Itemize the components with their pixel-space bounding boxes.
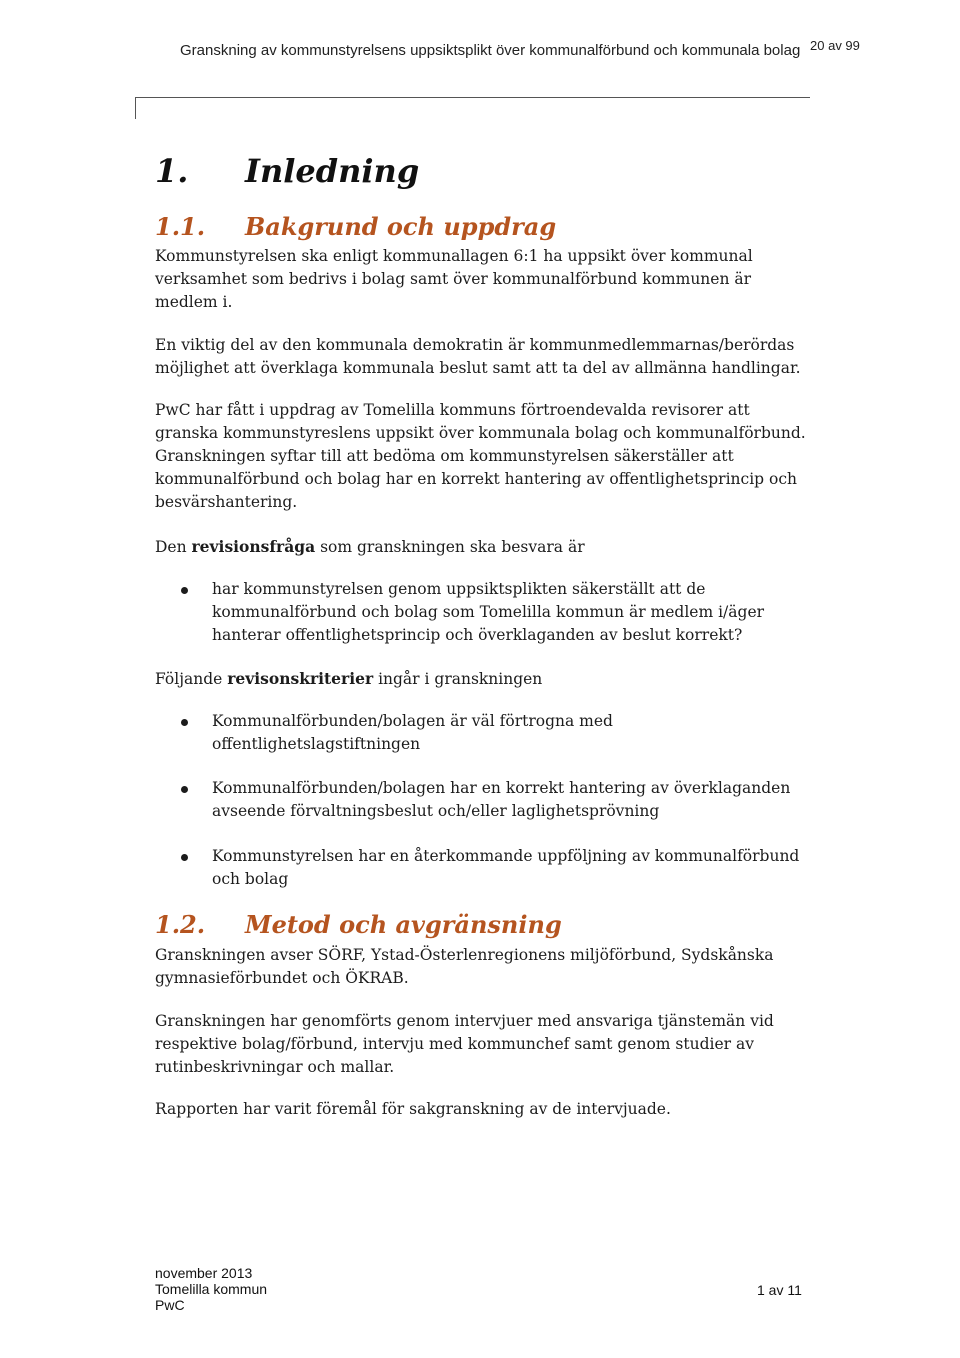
subsection-number: 1.1. bbox=[155, 212, 206, 241]
subsection-title: Metod och avgränsning bbox=[245, 910, 562, 939]
paragraph-kriterier-intro bbox=[155, 667, 815, 691]
header-page-number: 20 bbox=[810, 38, 825, 53]
footer-date: november 2013 bbox=[155, 1265, 253, 1281]
header-page-of: av 99 bbox=[828, 38, 860, 53]
text-bold-kriterier: revisonskriterier bbox=[227, 669, 374, 688]
paragraph-revisionsfraga-intro bbox=[155, 535, 815, 559]
paragraph-sakgranskning: Rapporten har varit föremål för sakgranskning av de intervjuade. bbox=[155, 1100, 671, 1118]
bullet-revisionsfraga: har kommunstyrelsen genom uppsiktsplikten säkerställt att de kommunalförbund och bolag som Tomelilla kommun är medlem i/äger hanterar offentlighetsprincip och överklaganden av beslut korrekt? bbox=[212, 580, 765, 644]
document-header-title: Granskning av kommunstyrelsens uppsiktsplikt över kommunalförbund och kommunala bolag bbox=[180, 42, 801, 59]
footer-municipality: Tomelilla kommun bbox=[155, 1281, 268, 1297]
text-pre: Följande bbox=[155, 670, 228, 688]
paragraph-demokrati: En viktig del av den kommunala demokratin är kommunmedlemmarnas/berördas möjlighet att överklaga kommunala beslut samt att ta del av allmänna handlingar. bbox=[155, 336, 801, 377]
text-post: ingår i granskningen bbox=[373, 670, 543, 688]
section-heading-1-2 bbox=[155, 910, 562, 939]
section-title: Inledning bbox=[245, 152, 420, 190]
footer-author: PwC bbox=[155, 1297, 185, 1313]
bullet-kriterium-2: Kommunalförbunden/bolagen har en korrekt hantering av överklaganden avseende förvaltningsbeslut och/eller laglighetsprövning bbox=[212, 779, 791, 820]
subsection-number: 1.2. bbox=[155, 910, 206, 939]
paragraph-metod-omfattning: Granskningen avser SÖRF, Ystad-Österlenregionens miljöförbund, Sydskånska gymnasieförbundet och ÖKRAB. bbox=[155, 946, 774, 987]
text-post: som granskningen ska besvara är bbox=[315, 538, 585, 556]
paragraph-bakgrund: Kommunstyrelsen ska enligt kommunallagen 6:1 ha uppsikt över kommunal verksamhet som bedrivs i bolag samt över kommunalförbund kommunen är medlem i. bbox=[155, 247, 753, 311]
text-bold-revisionsfraga: revisionsfråga bbox=[191, 537, 316, 556]
bullet-dot bbox=[181, 786, 188, 793]
bullet-kriterium-1: Kommunalförbunden/bolagen är väl förtrogna med offentlighetslagstiftningen bbox=[212, 712, 613, 753]
text-pre: Den bbox=[155, 538, 192, 556]
section-heading-1-1 bbox=[155, 212, 556, 241]
document-footer bbox=[155, 1265, 267, 1313]
paragraph-uppdrag: PwC har fått i uppdrag av Tomelilla kommuns förtroendevalda revisorer att granska kommunstyreslens uppsikt över kommunala bolag och kommunalförbund. Granskningen syftar till att bedöma om kommunstyrelsen säkerställer att kommunalförbund och bolag har en korrekt hantering av offentlighetsprincip och besvärshantering. bbox=[155, 401, 806, 511]
paragraph-metod-genomforande: Granskningen har genomförts genom intervjuer med ansvariga tjänstemän vid respektive bolag/förbund, intervju med kommunchef samt genom studier av rutinbeskrivningar och mallar. bbox=[155, 1012, 774, 1076]
section-heading-1 bbox=[155, 152, 419, 190]
subsection-title: Bakgrund och uppdrag bbox=[245, 212, 557, 241]
bullet-dot bbox=[181, 587, 188, 594]
bullet-dot bbox=[181, 719, 188, 726]
footer-page-number: 1 av 11 bbox=[757, 1282, 802, 1298]
header-rule-tick bbox=[135, 97, 136, 119]
header-rule bbox=[135, 97, 810, 98]
bullet-dot bbox=[181, 854, 188, 861]
bullet-kriterium-3: Kommunstyrelsen har en återkommande uppföljning av kommunalförbund och bolag bbox=[212, 847, 800, 888]
section-number: 1. bbox=[155, 152, 189, 190]
document-header-page bbox=[810, 38, 860, 53]
